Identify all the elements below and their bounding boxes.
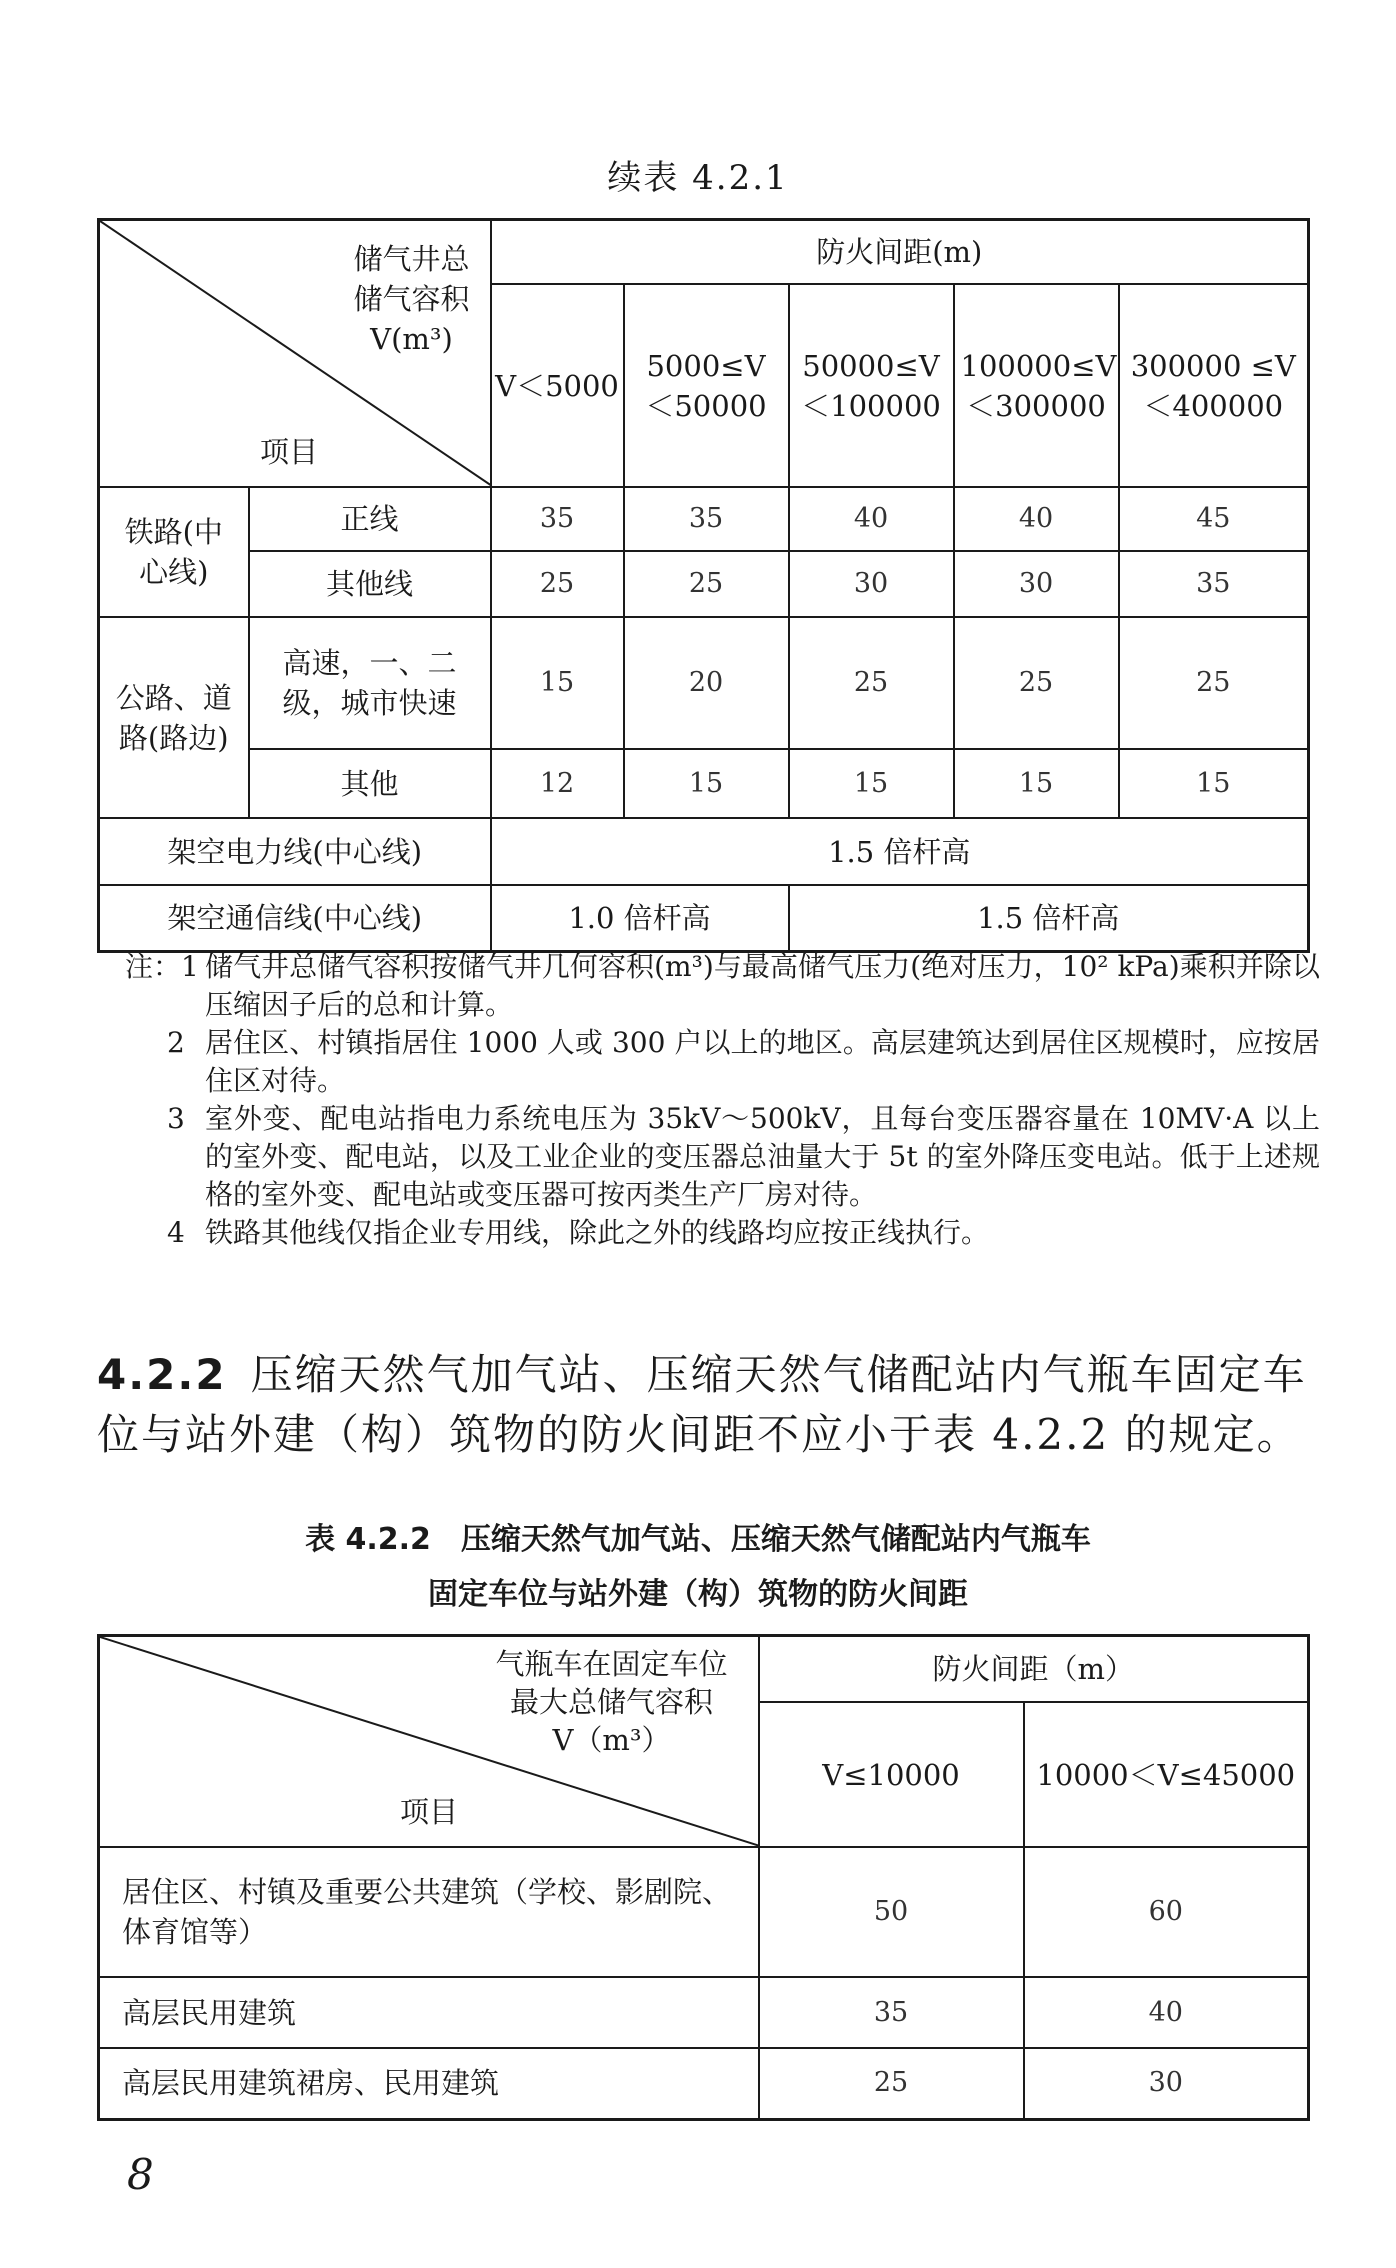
row-label-comm-line: 架空通信线(中心线) bbox=[99, 885, 491, 951]
cng-fire-distance-table bbox=[97, 1634, 1310, 2121]
table-cell: 15 bbox=[491, 617, 624, 749]
note-item bbox=[125, 1214, 1320, 1252]
corner-line: V(m³) bbox=[370, 322, 453, 356]
row-label-road-other: 其他 bbox=[249, 749, 491, 818]
note-item bbox=[125, 1024, 1320, 1100]
table1-column-header: 50000≤V ＜100000 bbox=[789, 284, 954, 487]
table-cell: 25 bbox=[624, 551, 789, 617]
table-cell: 30 bbox=[789, 551, 954, 617]
note-label bbox=[125, 948, 205, 1024]
note-number: 1 bbox=[181, 950, 199, 983]
table2-group-header: 防火间距（m） bbox=[759, 1636, 1309, 1703]
table1-corner-item-label: 项目 bbox=[260, 435, 319, 469]
corner-line: 气瓶车在固定车位 bbox=[495, 1647, 728, 1681]
table1-corner-cell bbox=[99, 220, 491, 488]
table2-caption-line2: 固定车位与站外建（构）筑物的防火间距 bbox=[428, 1577, 968, 1612]
table-cell: 60 bbox=[1024, 1847, 1309, 1977]
page-number: 8 bbox=[127, 2150, 154, 2199]
note-number: 2 bbox=[167, 1026, 185, 1059]
table1-notes bbox=[125, 948, 1320, 1252]
table2-column-header: 10000＜V≤45000 bbox=[1024, 1702, 1309, 1847]
note-text: 室外变、配电站指电力系统电压为 35kV～500kV，且每台变压器容量在 10MV·A 以上的室外变、配电站，以及工业企业的变压器总油量大于 5t 的室外降压变电站。低于上述规格的室外变、配电站或变压器可按丙类生产厂房对待。 bbox=[205, 1102, 1320, 1211]
table-cell: 1.5 倍杆高 bbox=[789, 885, 1309, 951]
table2-row-label: 高层民用建筑 bbox=[99, 1977, 759, 2048]
table-cell: 40 bbox=[789, 487, 954, 551]
corner-line: 最大总储气容积 bbox=[509, 1685, 713, 1719]
table-cell: 35 bbox=[624, 487, 789, 551]
table-cell: 15 bbox=[1119, 749, 1309, 818]
note-text: 铁路其他线仅指企业专用线，除此之外的线路均应按正线执行。 bbox=[205, 1216, 990, 1249]
clause-number: 4.2.2 bbox=[97, 1350, 227, 1399]
row-label-power-line: 架空电力线(中心线) bbox=[99, 818, 491, 885]
note-text: 储气井总储气容积按储气井几何容积(m³)与最高储气压力(绝对压力，10² kPa)乘积并除以压缩因子后的总和计算。 bbox=[205, 950, 1320, 1021]
table-cell: 25 bbox=[491, 551, 624, 617]
row-label-road-highway: 高速，一、二级，城市快速 bbox=[249, 617, 491, 749]
fire-distance-table-continued bbox=[97, 218, 1310, 953]
table-cell: 40 bbox=[954, 487, 1119, 551]
row-group-road: 公路、道路(路边) bbox=[99, 617, 249, 818]
table-cell: 15 bbox=[954, 749, 1119, 818]
table2-caption-line1: 表 4.2.2 压缩天然气加气站、压缩天然气储配站内气瓶车 bbox=[305, 1522, 1091, 1557]
note-text: 居住区、村镇指居住 1000 人或 300 户以上的地区。高层建筑达到居住区规模时，应按居住区对待。 bbox=[205, 1026, 1320, 1097]
note-item bbox=[125, 1100, 1320, 1214]
table-cell: 50 bbox=[759, 1847, 1024, 1977]
table2-corner-cell bbox=[99, 1636, 759, 1848]
table-cell: 45 bbox=[1119, 487, 1309, 551]
table1-column-header: 100000≤V ＜300000 bbox=[954, 284, 1119, 487]
clause-paragraph bbox=[97, 1345, 1312, 1465]
table1-group-header: 防火间距(m) bbox=[491, 220, 1309, 285]
table2-corner-header bbox=[495, 1645, 727, 1759]
table2-column-header: V≤10000 bbox=[759, 1702, 1024, 1847]
table-cell: 15 bbox=[789, 749, 954, 818]
notes-prefix: 注： bbox=[125, 950, 182, 983]
row-label-rail-other: 其他线 bbox=[249, 551, 491, 617]
table1-corner-header bbox=[353, 239, 469, 359]
table-cell: 1.0 倍杆高 bbox=[491, 885, 789, 951]
table-cell: 25 bbox=[759, 2048, 1024, 2119]
table1-column-header: V＜5000 bbox=[491, 284, 624, 487]
corner-line: V（m³） bbox=[552, 1723, 671, 1757]
table1-column-header: 5000≤V ＜50000 bbox=[624, 284, 789, 487]
table2-row-label: 高层民用建筑裙房、民用建筑 bbox=[99, 2048, 759, 2119]
corner-line: 储气井总 bbox=[353, 242, 470, 276]
table-cell: 1.5 倍杆高 bbox=[491, 818, 1309, 885]
table-cell: 30 bbox=[1024, 2048, 1309, 2119]
corner-line: 储气容积 bbox=[353, 282, 470, 316]
table-cell: 25 bbox=[789, 617, 954, 749]
table-cell: 35 bbox=[759, 1977, 1024, 2048]
table2-caption bbox=[0, 1512, 1396, 1622]
note-number: 4 bbox=[167, 1216, 185, 1249]
table1-caption: 续表 4.2.1 bbox=[607, 158, 789, 198]
table1-column-header: 300000 ≤V ＜400000 bbox=[1119, 284, 1309, 487]
table-cell: 35 bbox=[491, 487, 624, 551]
table-cell: 25 bbox=[954, 617, 1119, 749]
table2-corner-item-label: 项目 bbox=[400, 1795, 459, 1829]
table-cell: 15 bbox=[624, 749, 789, 818]
table2-row-label: 居住区、村镇及重要公共建筑（学校、影剧院、体育馆等） bbox=[99, 1847, 759, 1977]
clause-text: 压缩天然气加气站、压缩天然气储配站内气瓶车固定车位与站外建（构）筑物的防火间距不应小于表 4.2.2 的规定。 bbox=[97, 1350, 1307, 1459]
row-label-rail-main: 正线 bbox=[249, 487, 491, 551]
table-cell: 25 bbox=[1119, 617, 1309, 749]
row-group-rail: 铁路(中心线) bbox=[99, 487, 249, 617]
table-cell: 40 bbox=[1024, 1977, 1309, 2048]
table-cell: 30 bbox=[954, 551, 1119, 617]
note-number: 3 bbox=[167, 1102, 185, 1135]
note-item bbox=[125, 948, 1320, 1024]
table-cell: 12 bbox=[491, 749, 624, 818]
table-cell: 20 bbox=[624, 617, 789, 749]
table-cell: 35 bbox=[1119, 551, 1309, 617]
